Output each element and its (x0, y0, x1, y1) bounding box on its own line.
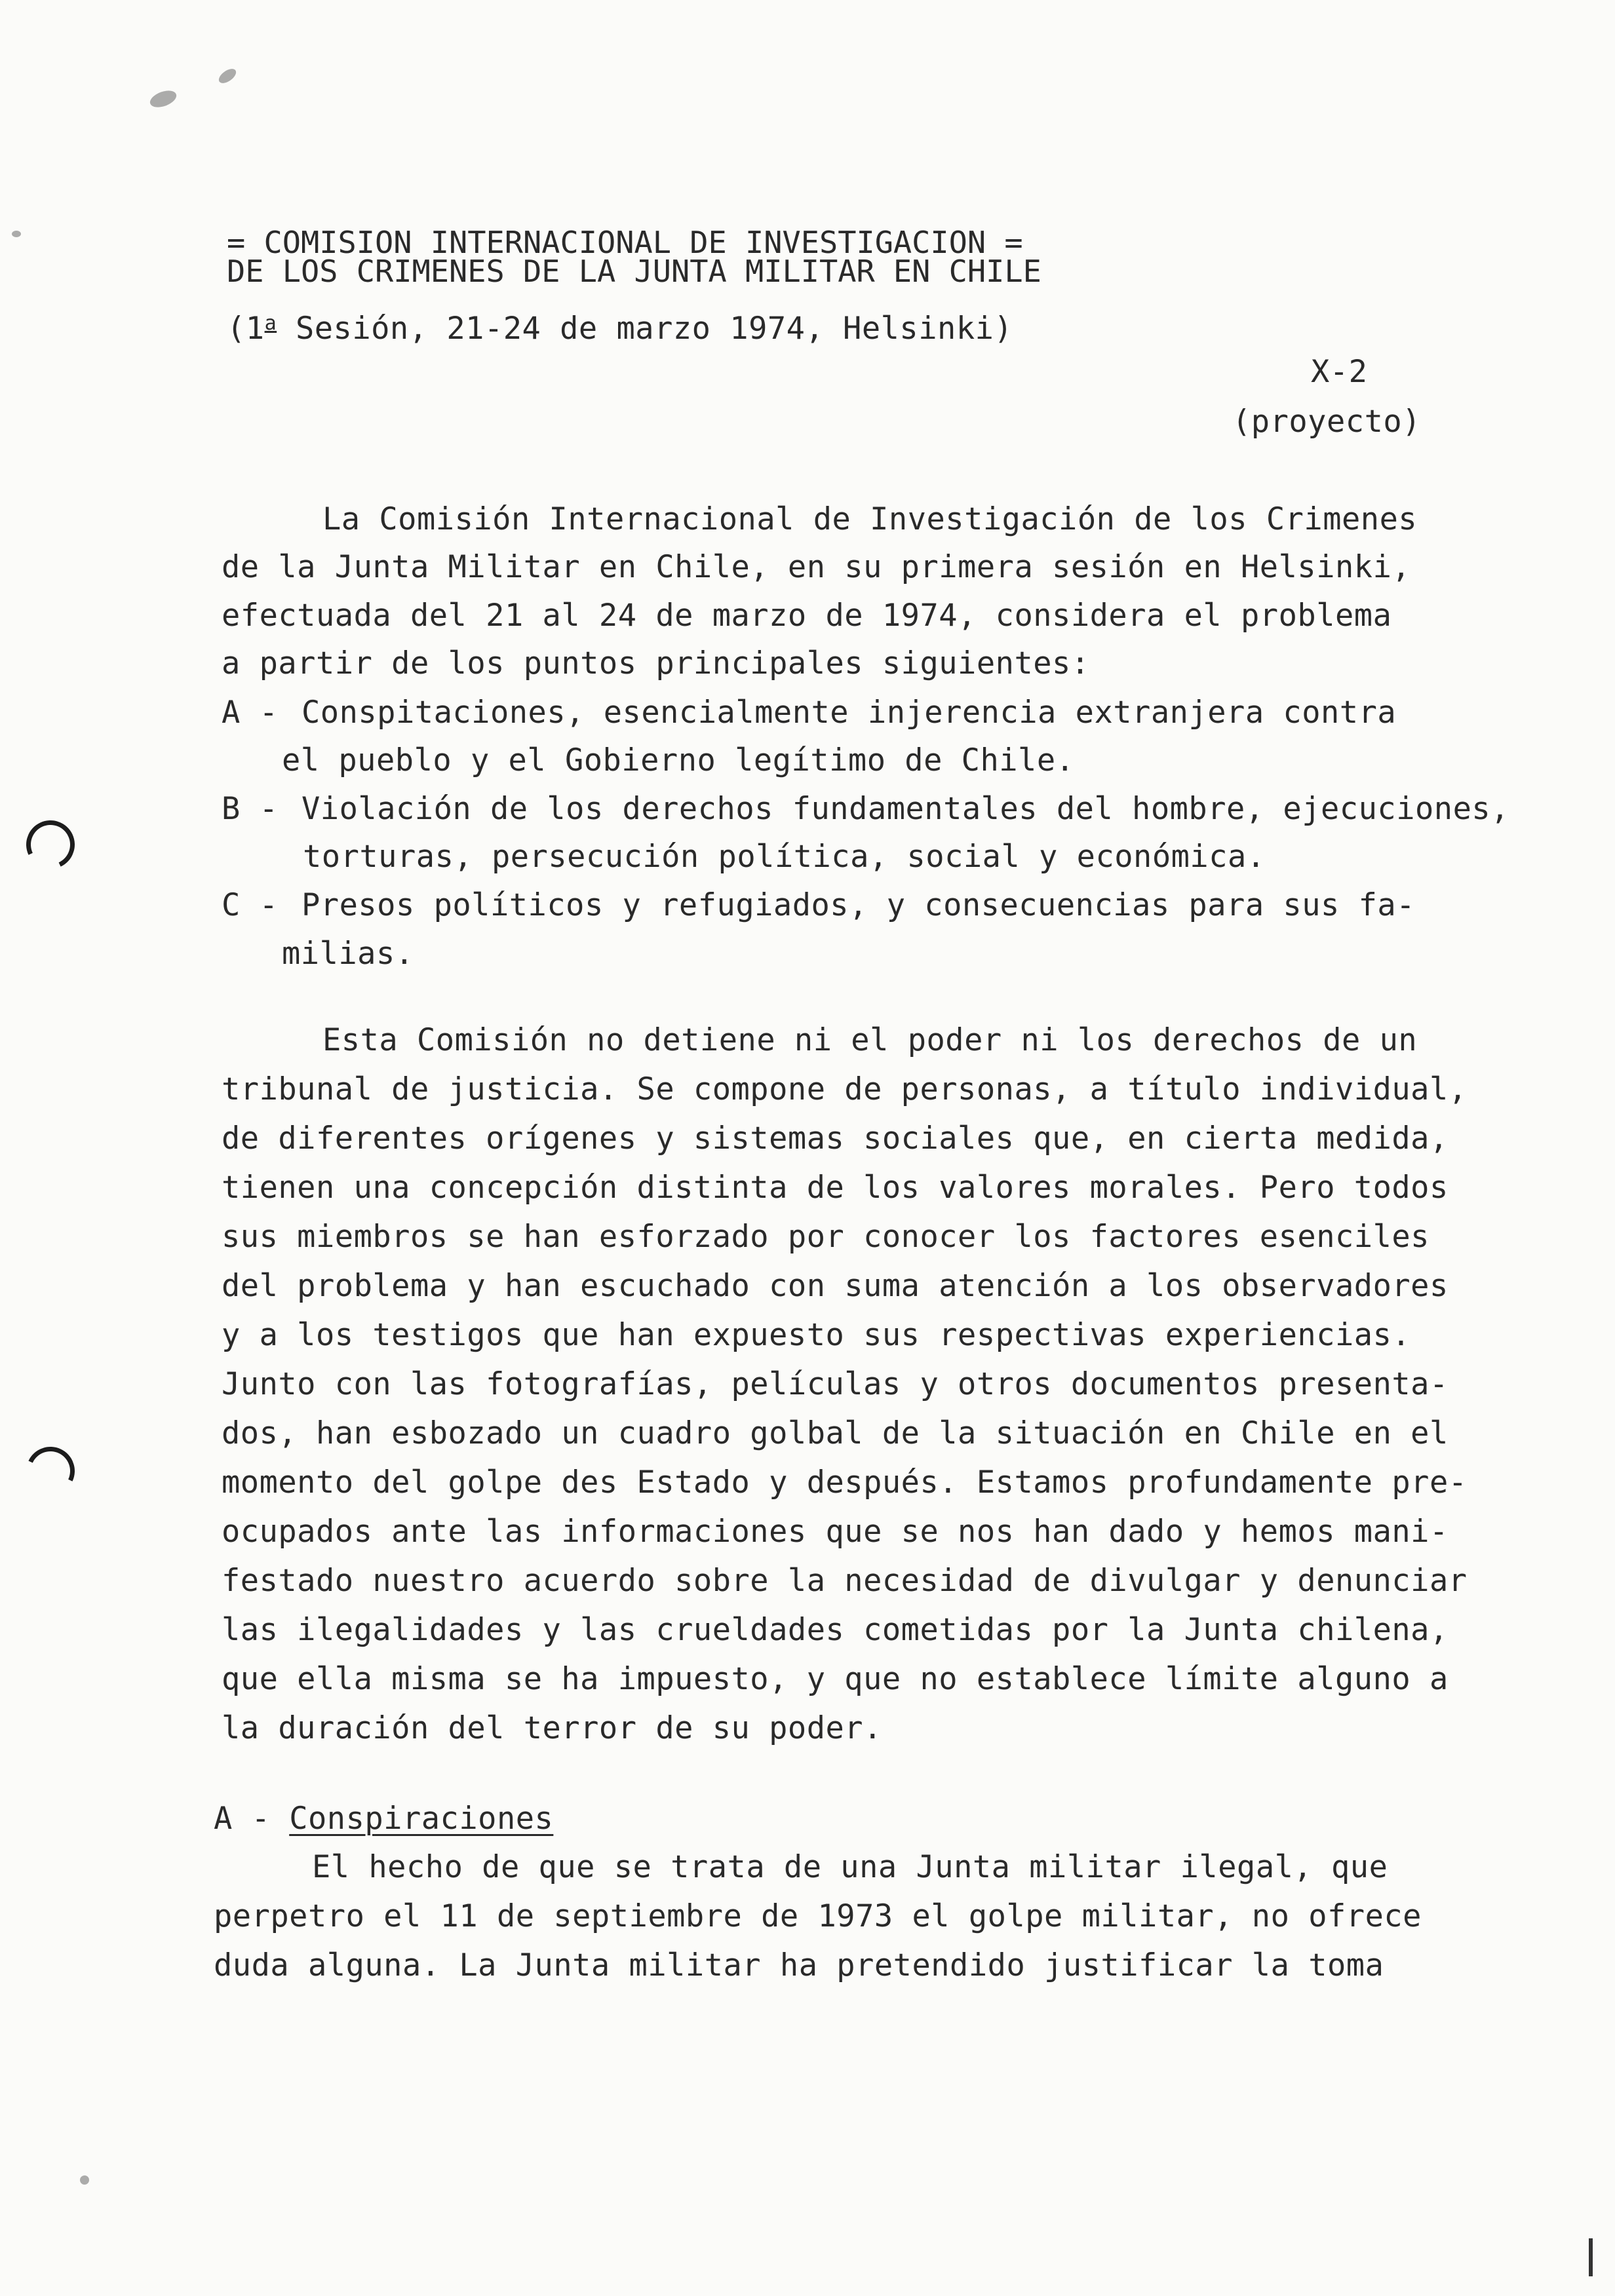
body-line: tribunal de justicia. Se compone de personas, a título individual, (222, 1071, 1468, 1107)
punch-hole-mark (20, 1440, 82, 1502)
session-info (227, 305, 1013, 347)
intro-line: La Comisión Internacional de Investigación de los Crimenes (322, 501, 1418, 537)
point-c-text: milias. (282, 936, 414, 972)
point-a-text: Conspitaciones, esencialmente injerencia extranjera contra (302, 695, 1397, 731)
punch-hole-mark (20, 814, 82, 876)
body-line: del problema y han escuchado con suma atención a los observadores (222, 1268, 1449, 1304)
body-line: Junto con las fotografías, películas y otros documentos presenta- (222, 1366, 1449, 1402)
body-line: las ilegalidades y las crueldades cometidas por la Junta chilena, (222, 1612, 1449, 1648)
document-title-line-2: DE LOS CRIMENES DE LA JUNTA MILITAR EN CHILE (227, 254, 1041, 289)
section-a-heading (214, 1801, 553, 1837)
point-letter-b: B - (222, 791, 279, 827)
document-title-line-1: = COMISION INTERNACIONAL DE INVESTIGACION = (227, 225, 1023, 260)
section-a-prefix: A - (214, 1801, 290, 1837)
body-line: momento del golpe des Estado y después. Estamos profundamente pre- (222, 1464, 1468, 1501)
section-a-line: El hecho de que se trata de una Junta militar ilegal, que (312, 1849, 1388, 1885)
document-status: (proyecto) (1232, 404, 1421, 440)
intro-line: de la Junta Militar en Chile, en su primera sesión en Helsinki, (222, 549, 1411, 585)
body-line: que ella misma se ha impuesto, y que no establece límite alguno a (222, 1661, 1449, 1697)
ink-smudge (80, 2175, 89, 2185)
body-line: y a los testigos que han expuesto sus respectivas experiencias. (222, 1317, 1411, 1353)
body-line: de diferentes orígenes y sistemas sociales que, en cierta medida, (222, 1120, 1449, 1157)
session-ordinal: a (264, 312, 277, 335)
point-letter-a: A - (222, 695, 279, 731)
body-line: sus miembros se han esforzado por conocer los factores esenciles (222, 1219, 1430, 1255)
point-letter-c: C - (222, 887, 279, 923)
point-b-text: Violación de los derechos fundamentales del hombre, ejecuciones, (302, 791, 1509, 827)
intro-line: efectuada del 21 al 24 de marzo de 1974, considera el problema (222, 598, 1392, 634)
section-a-line: duda alguna. La Junta militar ha pretendido justificar la toma (214, 1947, 1384, 1983)
edge-mark (1589, 2238, 1593, 2276)
section-a-title: Conspiraciones (289, 1801, 554, 1837)
ink-smudge (216, 66, 239, 86)
session-rest: Sesión, 21-24 de marzo 1974, Helsinki) (277, 311, 1013, 347)
body-line: festado nuestro acuerdo sobre la necesidad de divulgar y denunciar (222, 1563, 1468, 1599)
body-line: la duración del terror de su poder. (222, 1710, 882, 1746)
point-a-text: el pueblo y el Gobierno legítimo de Chile. (282, 742, 1075, 778)
point-b-text: torturas, persecución política, social y económica. (303, 839, 1266, 875)
ink-smudge (12, 231, 21, 237)
document-code: X-2 (1311, 354, 1368, 390)
body-line: dos, han esbozado un cuadro golbal de la situación en Chile en el (222, 1415, 1449, 1451)
ink-smudge (148, 87, 179, 110)
body-line: ocupados ante las informaciones que se nos han dado y hemos mani- (222, 1514, 1449, 1550)
body-line: tienen una concepción distinta de los valores morales. Pero todos (222, 1170, 1449, 1206)
body-line: Esta Comisión no detiene ni el poder ni los derechos de un (322, 1022, 1418, 1058)
section-a-line: perpetro el 11 de septiembre de 1973 el golpe militar, no ofrece (214, 1898, 1422, 1934)
intro-line: a partir de los puntos principales siguientes: (222, 645, 1090, 681)
point-c-text: Presos políticos y refugiados, y consecuencias para sus fa- (302, 887, 1415, 923)
session-prefix: (1 (227, 311, 265, 347)
